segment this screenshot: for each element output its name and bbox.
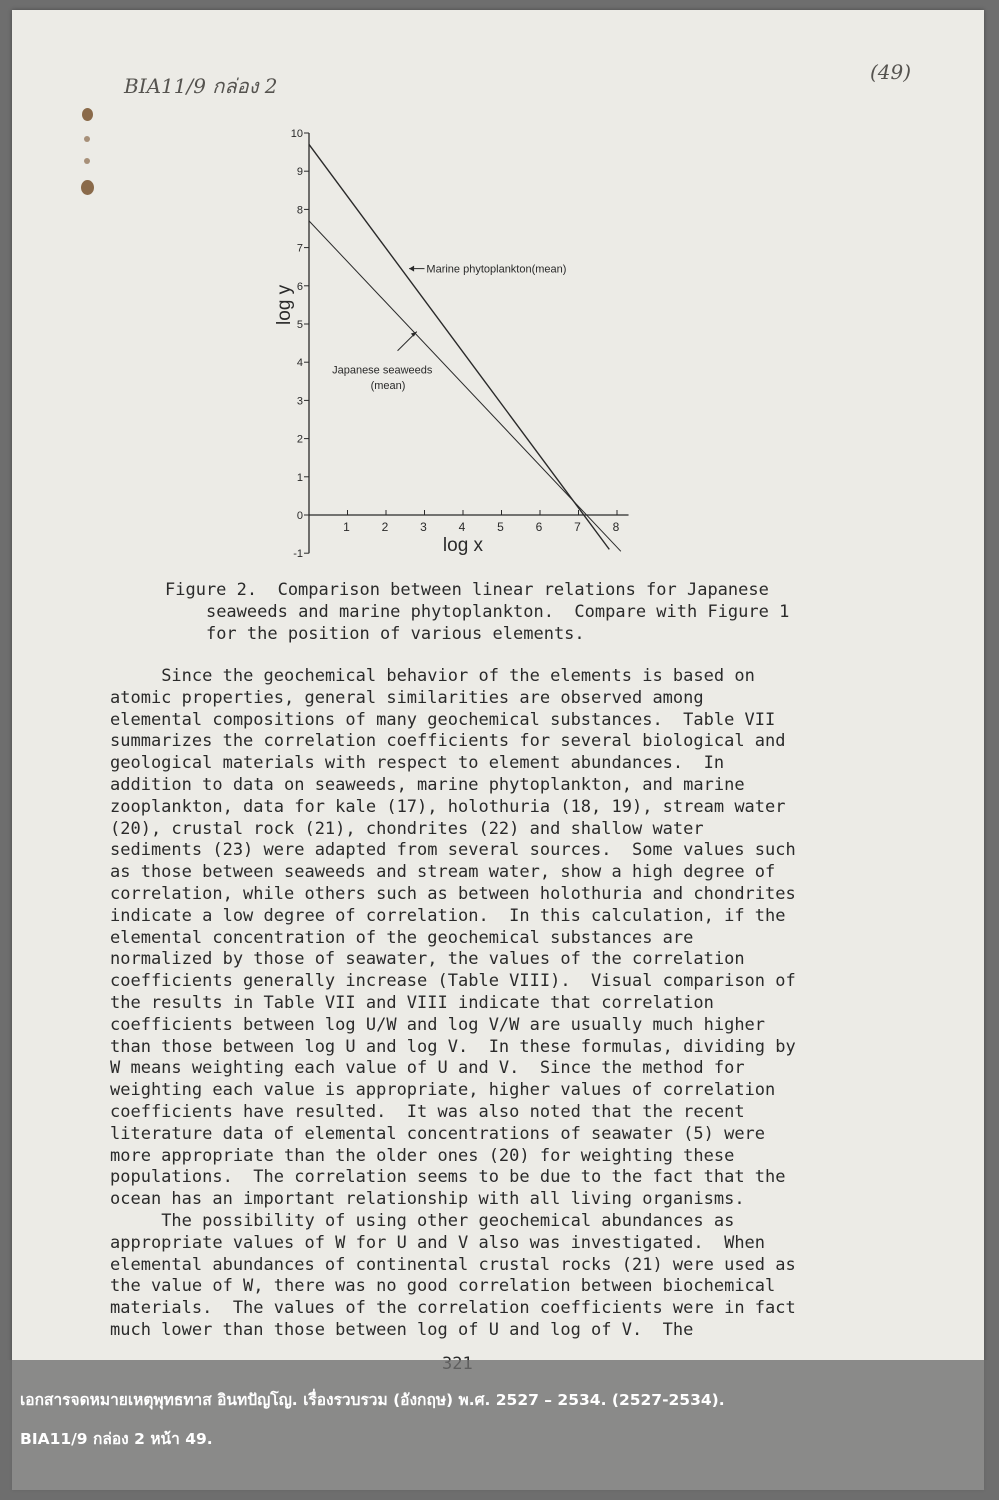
chart-svg <box>267 128 647 575</box>
y-tick-label: 3 <box>296 395 303 408</box>
x-tick-label: 6 <box>535 520 543 534</box>
y-tick-label: 1 <box>296 471 303 484</box>
x-tick-label: 5 <box>497 520 504 534</box>
archive-reference: BIA11/9 กล่อง 2 หน้า 49. <box>20 1430 213 1448</box>
x-tick-label: 8 <box>612 520 620 534</box>
annotation-japanese-seaweeds: Japanese seaweeds <box>332 364 433 377</box>
y-tick-label: 6 <box>296 280 303 293</box>
x-tick-label: 2 <box>381 520 389 534</box>
archive-caption-overlay <box>0 1360 999 1500</box>
y-tick-label: 9 <box>296 166 303 179</box>
series-line-1 <box>309 144 609 549</box>
y-tick-label: 5 <box>296 319 303 331</box>
y-tick-label: 10 <box>290 128 303 140</box>
document-page <box>12 10 984 1490</box>
punch-holes <box>78 108 98 218</box>
annotation-arrowhead <box>409 266 414 272</box>
x-tick-label: 1 <box>343 520 350 534</box>
annotation-marine-phytoplankton: Marine phytoplankton(mean) <box>426 263 567 276</box>
body-text: Since the geochemical behavior of the elements is based on atomic properties, general similarities are observed among elemental compositions of many geochemical substances. Table VII summarizes the correlation coefficients for several biological and geological materials with respect to element abundances. In addition to data on seaweeds, marine phytoplankton, and marine zooplankton, data for kale (17), holothuria (18, 19), stream water (20), crustal rock (21), chondrites (22) and shallow water sediments (23) were adapted from several sources. Some values such as those between seaweeds and stream water, show a high degree of correlation, while others such as between holothuria and chondrites indicate a low degree of correlation. In this calculation, if the elemental concentration of the geochemical substances are normalized by those of seawater, the values of the correlation coefficients generally increase (Table VIII). Visual comparison of the results in Table VII and VIII indicate that correlation coefficients between log U/W and log V/W are usually much higher than those between log U and log V. In these formulas, dividing by W means weighting each value of U and V. Since the method for weighting each value is appropriate, higher values of correlation coefficients have resulted. It was also noted that the recent literature data of elemental concentrations of seawater (5) were more appropriate than the older ones (20) for weighting these populations. The correlation seems to be due to the fact that the ocean has an important relationship with all living organisms. The possibility of using other geochemical abundances as appropriate values of W for U and V also was investigated. When elemental abundances of continental crustal rocks (21) were used as the value of W, there was no good correlation between biochemical materials. The values of the correlation coefficients were in fact much lower than those between log of U and log of V. The <box>110 666 796 1340</box>
handwritten-archive-code: BIA11/9 กล่อง 2 <box>124 74 278 98</box>
x-tick-label: 7 <box>574 520 581 534</box>
x-tick-label: 4 <box>458 520 466 534</box>
handwritten-page-number: (49) <box>870 60 912 84</box>
y-tick-label: 2 <box>296 433 303 446</box>
figure-2-chart <box>267 128 647 579</box>
y-axis-label: log y <box>274 284 295 325</box>
y-tick-label: 0 <box>296 510 303 522</box>
y-tick-label: 8 <box>296 204 303 217</box>
archive-citation: เอกสารจดหมายเหตุพุทธทาส อินทปัญโญ. เรื่องรวบรวม (อังกฤษ) พ.ศ. 2527 – 2534. (2527-2534). <box>20 1391 725 1409</box>
annotation-japanese-seaweeds-mean: (mean) <box>370 379 406 392</box>
y-tick-label: 4 <box>296 357 303 370</box>
y-tick-label: 7 <box>296 242 303 255</box>
figure-caption: Figure 2. Comparison between linear relations for Japanese seaweeds and marine phytoplankton. Compare with Figure 1 for the position of various elements. <box>165 580 790 644</box>
x-tick-label: 3 <box>420 520 427 534</box>
x-axis-label: log x <box>442 535 484 556</box>
y-tick-label: -1 <box>293 548 303 561</box>
